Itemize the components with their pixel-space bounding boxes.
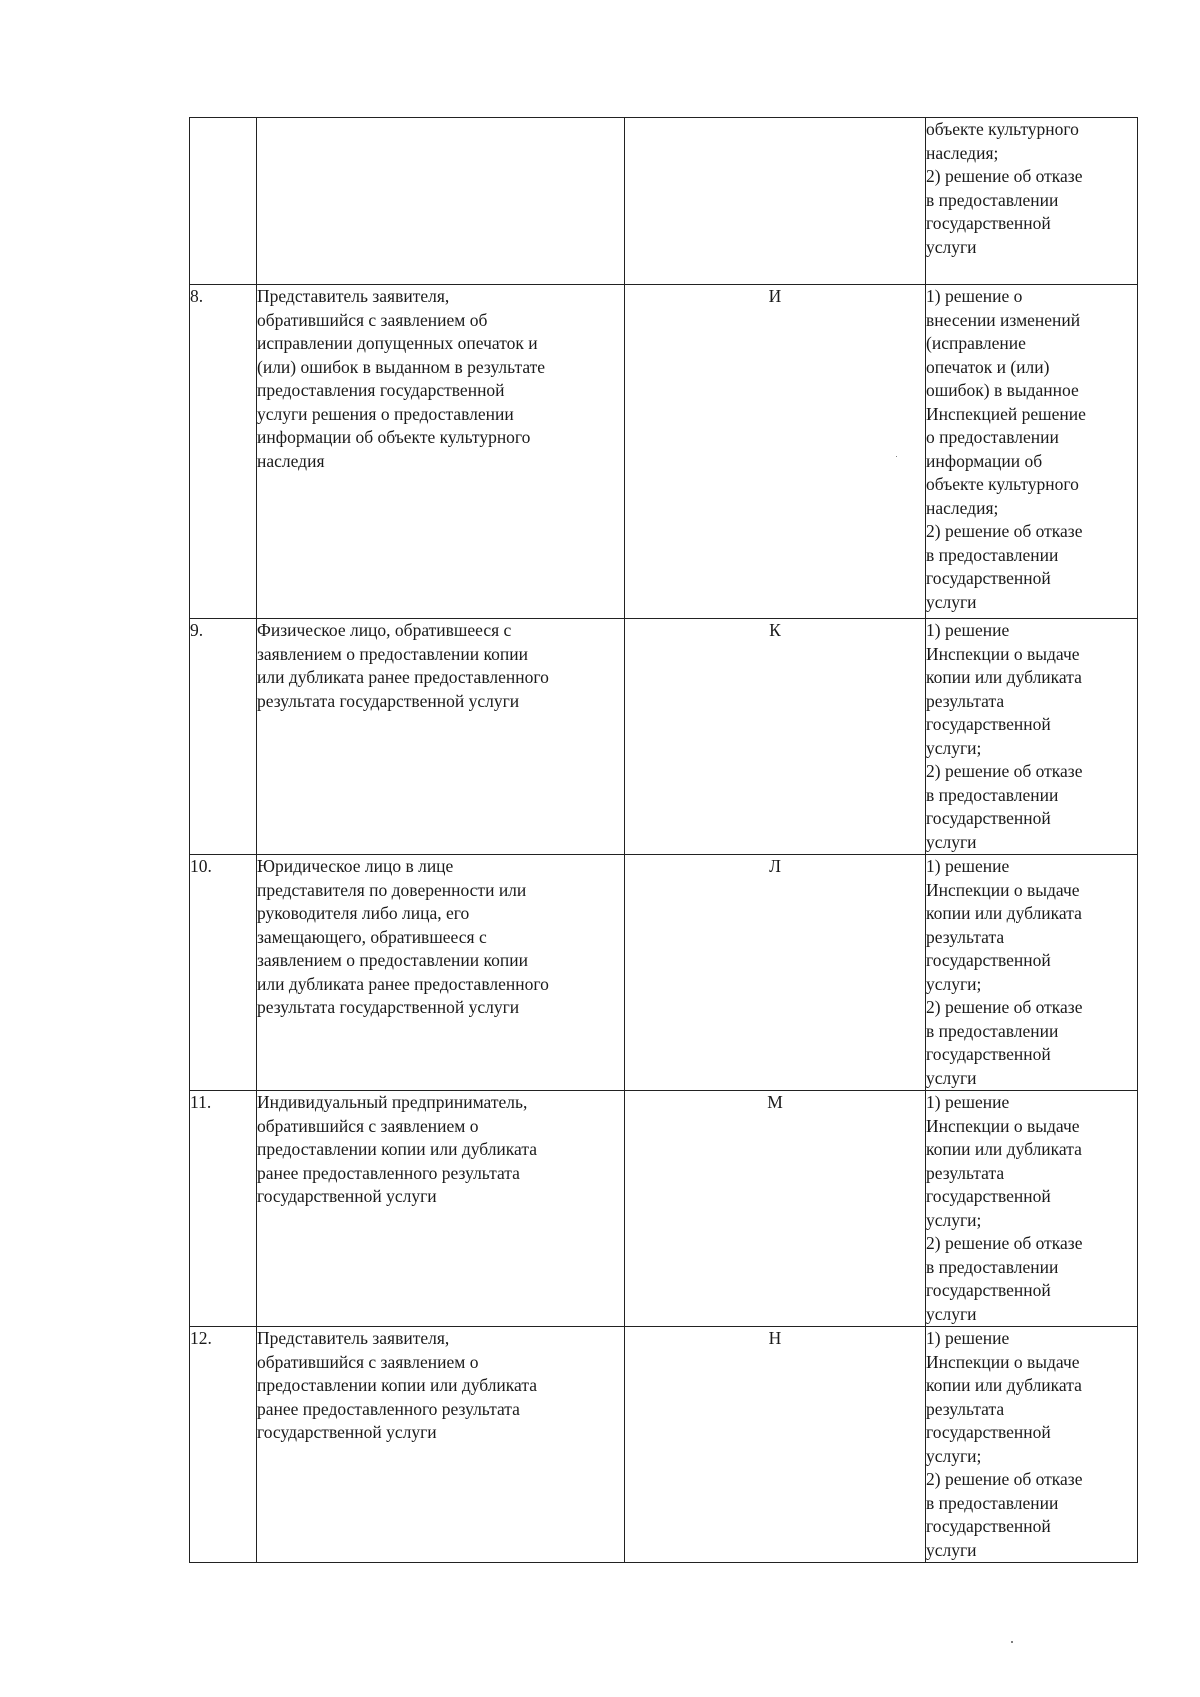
variant-code-cell — [625, 1327, 926, 1563]
result-text: 1) решение Инспекции о выдаче копии или дубликата результата государственной услуги; 2) решение об отказе в предоставлении государственной услуги — [926, 1328, 1083, 1560]
table-row — [190, 1327, 1138, 1563]
result-text: 1) решение Инспекции о выдаче копии или дубликата результата государственной услуги; 2) решение об отказе в предоставлении государственной услуги — [926, 1092, 1083, 1324]
result-cell — [926, 118, 1138, 285]
table-row — [190, 285, 1138, 619]
row-number-cell — [190, 285, 257, 619]
scan-speck — [1011, 1641, 1013, 1643]
row-number-cell — [190, 118, 257, 285]
result-cell — [926, 855, 1138, 1091]
applicant-description-cell — [257, 619, 625, 855]
variant-code: Л — [769, 856, 781, 876]
row-number: 11. — [190, 1092, 212, 1112]
applicant-description-cell — [257, 1327, 625, 1563]
variant-code: И — [768, 286, 782, 306]
applicant-description-cell — [257, 285, 625, 619]
applicant-description: Представитель заявителя, обратившийся с заявлением об исправлении допущенных опечаток и (или) ошибок в выданном в результате предоставления государственной услуги решения о предоставлении информации об объекте культурного наследия — [257, 286, 546, 471]
result-cell — [926, 285, 1138, 619]
result-text: 1) решение Инспекции о выдаче копии или дубликата результата государственной услуги; 2) решение об отказе в предоставлении государственной услуги — [926, 620, 1083, 852]
table-row — [190, 855, 1138, 1091]
row-number: 12. — [190, 1328, 212, 1348]
row-number-cell — [190, 1327, 257, 1563]
table-row — [190, 118, 1138, 285]
variant-code: Н — [768, 1328, 782, 1348]
row-number: 8. — [190, 286, 204, 306]
variant-code: К — [769, 620, 781, 640]
variant-code-cell — [625, 855, 926, 1091]
variant-code-cell — [625, 285, 926, 619]
row-number-cell — [190, 855, 257, 1091]
result-text: 1) решение о внесении изменений (исправление опечаток и (или) ошибок) в выданное Инспекцией решение о предоставлении информации об объекте культурного наследия; 2) решение об отказе в предоставлении государственной услуги — [926, 286, 1086, 612]
row-number: 9. — [190, 620, 204, 640]
variant-code-cell — [625, 118, 926, 285]
applicant-description-cell — [257, 1091, 625, 1327]
applicant-description: Индивидуальный предприниматель, обратившийся с заявлением о предоставлении копии или дубликата ранее предоставленного результата государственной услуги — [257, 1092, 537, 1206]
applicant-categories-table — [189, 117, 1138, 1563]
variant-code-cell — [625, 619, 926, 855]
result-cell — [926, 1327, 1138, 1563]
applicant-description-cell — [257, 118, 625, 285]
scan-speck — [896, 456, 897, 457]
row-number: 10. — [190, 856, 212, 876]
result-cell — [926, 619, 1138, 855]
variant-code: М — [767, 1092, 783, 1112]
result-text: объекте культурного наследия; 2) решение об отказе в предоставлении государственной услуги — [926, 119, 1083, 257]
applicant-description: Физическое лицо, обратившееся с заявлением о предоставлении копии или дубликата ранее предоставленного результата государственной услуги — [257, 620, 549, 711]
variant-code-cell — [625, 1091, 926, 1327]
table-row — [190, 1091, 1138, 1327]
applicant-description: Представитель заявителя, обратившийся с заявлением о предоставлении копии или дубликата ранее предоставленного результата государственной услуги — [257, 1328, 537, 1442]
table-row — [190, 619, 1138, 855]
result-cell — [926, 1091, 1138, 1327]
row-number-cell — [190, 1091, 257, 1327]
applicant-description: Юридическое лицо в лице представителя по доверенности или руководителя либо лица, его замещающего, обратившееся с заявлением о предоставлении копии или дубликата ранее предоставленного результата государственной услуги — [257, 856, 549, 1017]
row-number-cell — [190, 619, 257, 855]
result-text: 1) решение Инспекции о выдаче копии или дубликата результата государственной услуги; 2) решение об отказе в предоставлении государственной услуги — [926, 856, 1083, 1088]
applicant-description-cell — [257, 855, 625, 1091]
